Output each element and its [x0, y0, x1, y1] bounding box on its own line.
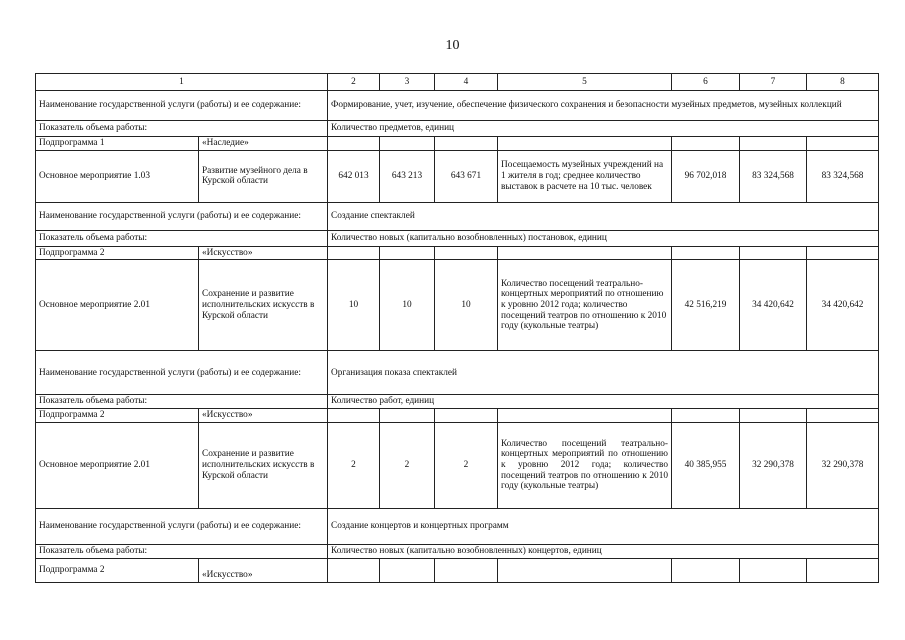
value-cell: 642 013: [328, 150, 380, 202]
service-name-row: [36, 351, 879, 395]
column-header: 8: [807, 74, 879, 91]
page-number: 10: [445, 38, 460, 53]
subprogram-row: [36, 137, 879, 151]
value-cell: 34 420,642: [807, 260, 879, 351]
target-indicator: Количество посещений театрально-концертных мероприятий по отношению к уровню 2012 года; количество посещений театров по отношению к 2010 году (кукольные театры): [498, 260, 672, 351]
measure-label: Основное мероприятие 1.03: [36, 150, 199, 202]
value-cell: 2: [380, 422, 435, 508]
measure-row: [36, 260, 879, 351]
value-cell: 643 671: [435, 150, 498, 202]
measure-name: Сохранение и развитие исполнительских искусств в Курской области: [199, 422, 328, 508]
measure-name: Развитие музейного дела в Курской области: [199, 150, 328, 202]
subprogram-row: [36, 558, 879, 582]
subprogram-name: «Искусство»: [199, 409, 328, 423]
service-label: Наименование государственной услуги (работы) и ее содержание:: [36, 91, 328, 121]
value-cell: 40 385,955: [672, 422, 740, 508]
subprogram-name: «Наследие»: [199, 137, 328, 151]
state-services-table: [35, 73, 879, 583]
value-cell: 42 516,219: [672, 260, 740, 351]
service-name-row: [36, 508, 879, 544]
subprogram-name: «Искусство»: [199, 246, 328, 260]
measure-row: [36, 150, 879, 202]
column-header: 2: [328, 74, 380, 91]
value-cell: 32 290,378: [807, 422, 879, 508]
value-cell: 34 420,642: [740, 260, 807, 351]
value-cell: 10: [380, 260, 435, 351]
column-header: 7: [740, 74, 807, 91]
value-cell: 83 324,568: [740, 150, 807, 202]
service-value: Создание спектаклей: [328, 202, 879, 230]
service-label: Наименование государственной услуги (работы) и ее содержание:: [36, 508, 328, 544]
measure-label: Основное мероприятие 2.01: [36, 260, 199, 351]
indicator-value: Количество новых (капитально возобновленных) концертов, единиц: [328, 544, 879, 558]
indicator-row: [36, 395, 879, 409]
value-cell: 10: [328, 260, 380, 351]
measure-name: Сохранение и развитие исполнительских искусств в Курской области: [199, 260, 328, 351]
value-cell: 643 213: [380, 150, 435, 202]
column-header: 5: [498, 74, 672, 91]
indicator-value: Количество работ, единиц: [328, 395, 879, 409]
subprogram-name: «Искусство»: [199, 558, 328, 582]
measure-label: Основное мероприятие 2.01: [36, 422, 199, 508]
indicator-label: Показатель объема работы:: [36, 121, 328, 137]
indicator-row: [36, 121, 879, 137]
target-indicator: Количество посещений театрально-концертных мероприятий по отношению к уровню 2012 года; количество посещений театров по отношению к 2010 году (кукольные театры): [498, 422, 672, 508]
subprogram-label: Подпрограмма 1: [36, 137, 199, 151]
service-value: Создание концертов и концертных программ: [328, 508, 879, 544]
target-indicator: Посещаемость музейных учреждений на 1 жителя в год; среднее количество выставок в расчете на 10 тыс. человек: [498, 150, 672, 202]
value-cell: 10: [435, 260, 498, 351]
measure-row: [36, 422, 879, 508]
subprogram-label: Подпрограмма 2: [36, 558, 199, 582]
column-header: 6: [672, 74, 740, 91]
subprogram-label: Подпрограмма 2: [36, 246, 199, 260]
subprogram-label: Подпрограмма 2: [36, 409, 199, 423]
subprogram-row: [36, 409, 879, 423]
indicator-label: Показатель объема работы:: [36, 230, 328, 246]
value-cell: 2: [328, 422, 380, 508]
column-header: 3: [380, 74, 435, 91]
indicator-row: [36, 230, 879, 246]
service-name-row: [36, 202, 879, 230]
service-name-row: [36, 91, 879, 121]
column-header: 1: [36, 74, 328, 91]
value-cell: 32 290,378: [740, 422, 807, 508]
service-label: Наименование государственной услуги (работы) и ее содержание:: [36, 202, 328, 230]
indicator-label: Показатель объема работы:: [36, 395, 328, 409]
column-header-row: [36, 74, 879, 91]
column-header: 4: [435, 74, 498, 91]
value-cell: 83 324,568: [807, 150, 879, 202]
indicator-label: Показатель объема работы:: [36, 544, 328, 558]
subprogram-row: [36, 246, 879, 260]
indicator-value: Количество новых (капитально возобновленных) постановок, единиц: [328, 230, 879, 246]
service-value: Организация показа спектаклей: [328, 351, 879, 395]
indicator-value: Количество предметов, единиц: [328, 121, 879, 137]
indicator-row: [36, 544, 879, 558]
value-cell: 96 702,018: [672, 150, 740, 202]
value-cell: 2: [435, 422, 498, 508]
service-value: Формирование, учет, изучение, обеспечение физического сохранения и безопасности музейных предметов, музейных коллекций: [328, 91, 879, 121]
service-label: Наименование государственной услуги (работы) и ее содержание:: [36, 351, 328, 395]
